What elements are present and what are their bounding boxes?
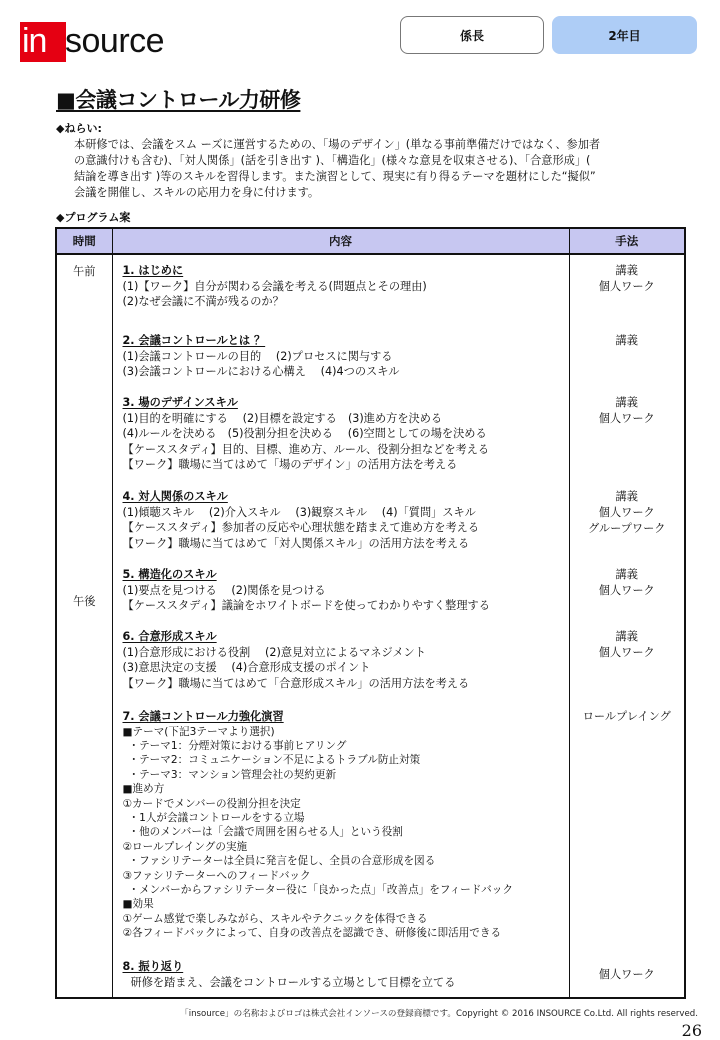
header-method: 手法 — [569, 228, 685, 254]
method-item: 講義 — [615, 630, 638, 643]
year-tag: 2年目 — [552, 16, 697, 54]
section-line: ・他のメンバーは「会議で周囲を困らせる人」という役割 — [128, 826, 403, 839]
content-column — [112, 254, 569, 998]
aim-line: 会議を開催し、スキルの応用力を身に付けます。 — [74, 186, 320, 199]
section-line: (2)なぜ会議に不満が残るのか？ — [122, 295, 284, 309]
section-1 — [123, 263, 569, 333]
method-item: 個人ワーク — [598, 280, 655, 293]
aim-line: の意識付けも含む)、「対人関係」(話を引き出す )、「構造化」(様々な意見を収束させる)、「合意形成」( — [74, 154, 591, 167]
section-line: ・1人が会議コントロールをする立場 — [128, 812, 305, 825]
method-item: 個人ワーク — [598, 584, 655, 597]
section-line: ②各フィードバックによって、自身の改善点を認識でき、研修後に即活用できる — [122, 927, 502, 940]
section-7 — [123, 709, 569, 959]
section-title: 4. 対人関係のスキル — [122, 490, 228, 503]
program-table — [55, 227, 686, 999]
section-line: ・テーマ1：分煙対策における事前ヒアリング — [128, 740, 347, 752]
section-line: (1)目的を明確にする (2)目標を設定する (3)進め方を決める — [122, 411, 443, 425]
section-line: ②ロールプレイングの実施 — [122, 840, 248, 853]
section-line: (1)要点を見つける (2)関係を見つける — [122, 583, 326, 597]
logo-text: source — [65, 22, 165, 60]
section-line: (1)傾聴スキル (2)介入スキル (3)観察スキル (4)「質問」スキル — [122, 505, 476, 519]
method-item: ロールプレイング — [582, 710, 671, 723]
section-line: (1)会議コントロールの目的 (2)プロセスに関与する — [122, 349, 393, 363]
section-5 — [123, 567, 569, 629]
section-line: ・ファシリテーターは全員に発言を促し、全員の合意形成を図る — [128, 855, 436, 868]
section-title: 2. 会議コントロールとは ？ — [122, 334, 266, 347]
method-column — [569, 254, 685, 998]
section-line: (1)合意形成における役割 (2)意見対立によるマネジメント — [122, 645, 426, 659]
role-tag: 係長 — [400, 16, 544, 54]
time-morning: 午前 — [73, 265, 96, 278]
section-line: ■進め方 — [122, 783, 165, 796]
section-line: (1)【ワーク】自分が関わる会議を考える(問題点とその理由) — [122, 279, 427, 293]
method-item: 個人ワーク — [598, 412, 655, 425]
section-title: 7. 会議コントロール力強化演習 — [122, 710, 284, 723]
section-line: (3)会議コントロールにおける心構え (4)4つのスキル — [122, 365, 400, 379]
aim-heading: ◆ねらい: — [56, 122, 102, 135]
page-number: 26 — [681, 1021, 702, 1040]
section-line: ①ゲーム感覚で楽しみながら、スキルやテクニックを体得できる — [122, 912, 428, 925]
section-line: 【ケーススタディ】参加者の反応や心理状態を踏まえて進め方を考える — [122, 521, 480, 535]
section-line: (4)ルールを決める (5)役割分担を決める (6)空間としての場を決める — [122, 427, 487, 441]
method-item: 講義 — [615, 396, 638, 409]
section-title: 5. 構造化のスキル — [122, 568, 217, 581]
section-line: 【ケーススタディ】議論をホワイトボードを使ってわかりやすく整理する — [122, 599, 490, 613]
section-6 — [123, 629, 569, 709]
section-title: 6. 合意形成スキル — [122, 630, 217, 643]
section-line: ・テーマ3：マンション管理会社の契約更新 — [128, 768, 337, 781]
header-time: 時間 — [56, 228, 112, 254]
section-4 — [123, 489, 569, 567]
method-item: 講義 — [615, 264, 638, 277]
header-content: 内容 — [112, 228, 569, 254]
section-line: 【ワーク】職場に当てはめて「対人関係スキル」の活用方法を考える — [122, 536, 470, 550]
section-2 — [123, 333, 569, 395]
aim-line: 結論を導き出す )等のスキルを習得します。また演習として、現実に有り得るテーマを題材にした“擬似” — [74, 170, 596, 183]
section-line: 【ケーススタディ】目的、目標、進め方、ルール、役割分担などを考える — [122, 442, 490, 456]
page-title: ■会議コントロール力研修 — [56, 88, 301, 112]
section-line: (3)意思決定の支援 (4)合意形成支援のポイント — [122, 661, 371, 675]
method-item: 個人ワーク — [598, 968, 655, 981]
method-item: 講義 — [615, 334, 638, 347]
section-title: 1. はじめに — [122, 264, 184, 277]
section-line: 【ワーク】職場に当てはめて「場のデザイン」の活用方法を考える — [122, 458, 458, 472]
section-3 — [123, 395, 569, 489]
section-line: 【ワーク】職場に当てはめて「合意形成スキル」の活用方法を考える — [122, 676, 470, 690]
method-item: 個人ワーク — [598, 506, 655, 519]
section-line: ③ファシリテーターへのフィードバック — [122, 869, 311, 882]
section-line: ■テーマ(下記3テーマより選択) — [122, 725, 275, 738]
logo-mark: in — [20, 22, 66, 62]
copyright-footer: 「insource」の名称およびロゴは株式会社インソースの登録商標です。Copyright © 2016 INSOURCE Co.Ltd. All rights reserved. — [180, 1009, 698, 1019]
section-line: ・メンバーからファシリテーター役に「良かった点」「改善点」をフィードバック — [128, 884, 513, 897]
section-line: ①カードでメンバーの役割分担を決定 — [122, 797, 301, 810]
section-line: 研修を踏まえ、会議をコントロールする立場として目標を立てる — [130, 975, 456, 989]
method-item: 講義 — [615, 568, 638, 581]
method-item: 講義 — [615, 490, 638, 503]
section-line: ■効果 — [122, 898, 154, 911]
time-column — [56, 254, 112, 998]
program-heading: ◆プログラム案 — [56, 211, 131, 224]
section-8 — [123, 959, 569, 989]
section-title: 3. 場のデザインスキル — [122, 396, 238, 409]
aim-text — [74, 137, 669, 201]
method-item: 個人ワーク — [598, 646, 655, 659]
aim-line: 本研修では、会議をスム ーズに運営するための、「場のデザイン」(単なる事前準備だけではなく、参加者 — [74, 138, 601, 151]
time-afternoon: 午後 — [73, 595, 96, 608]
section-line: ・テーマ2：コミュニケーション不足によるトラブル防止対策 — [128, 754, 421, 767]
section-title: 8. 振り返り — [122, 960, 184, 973]
method-item: グループワーク — [588, 522, 666, 535]
